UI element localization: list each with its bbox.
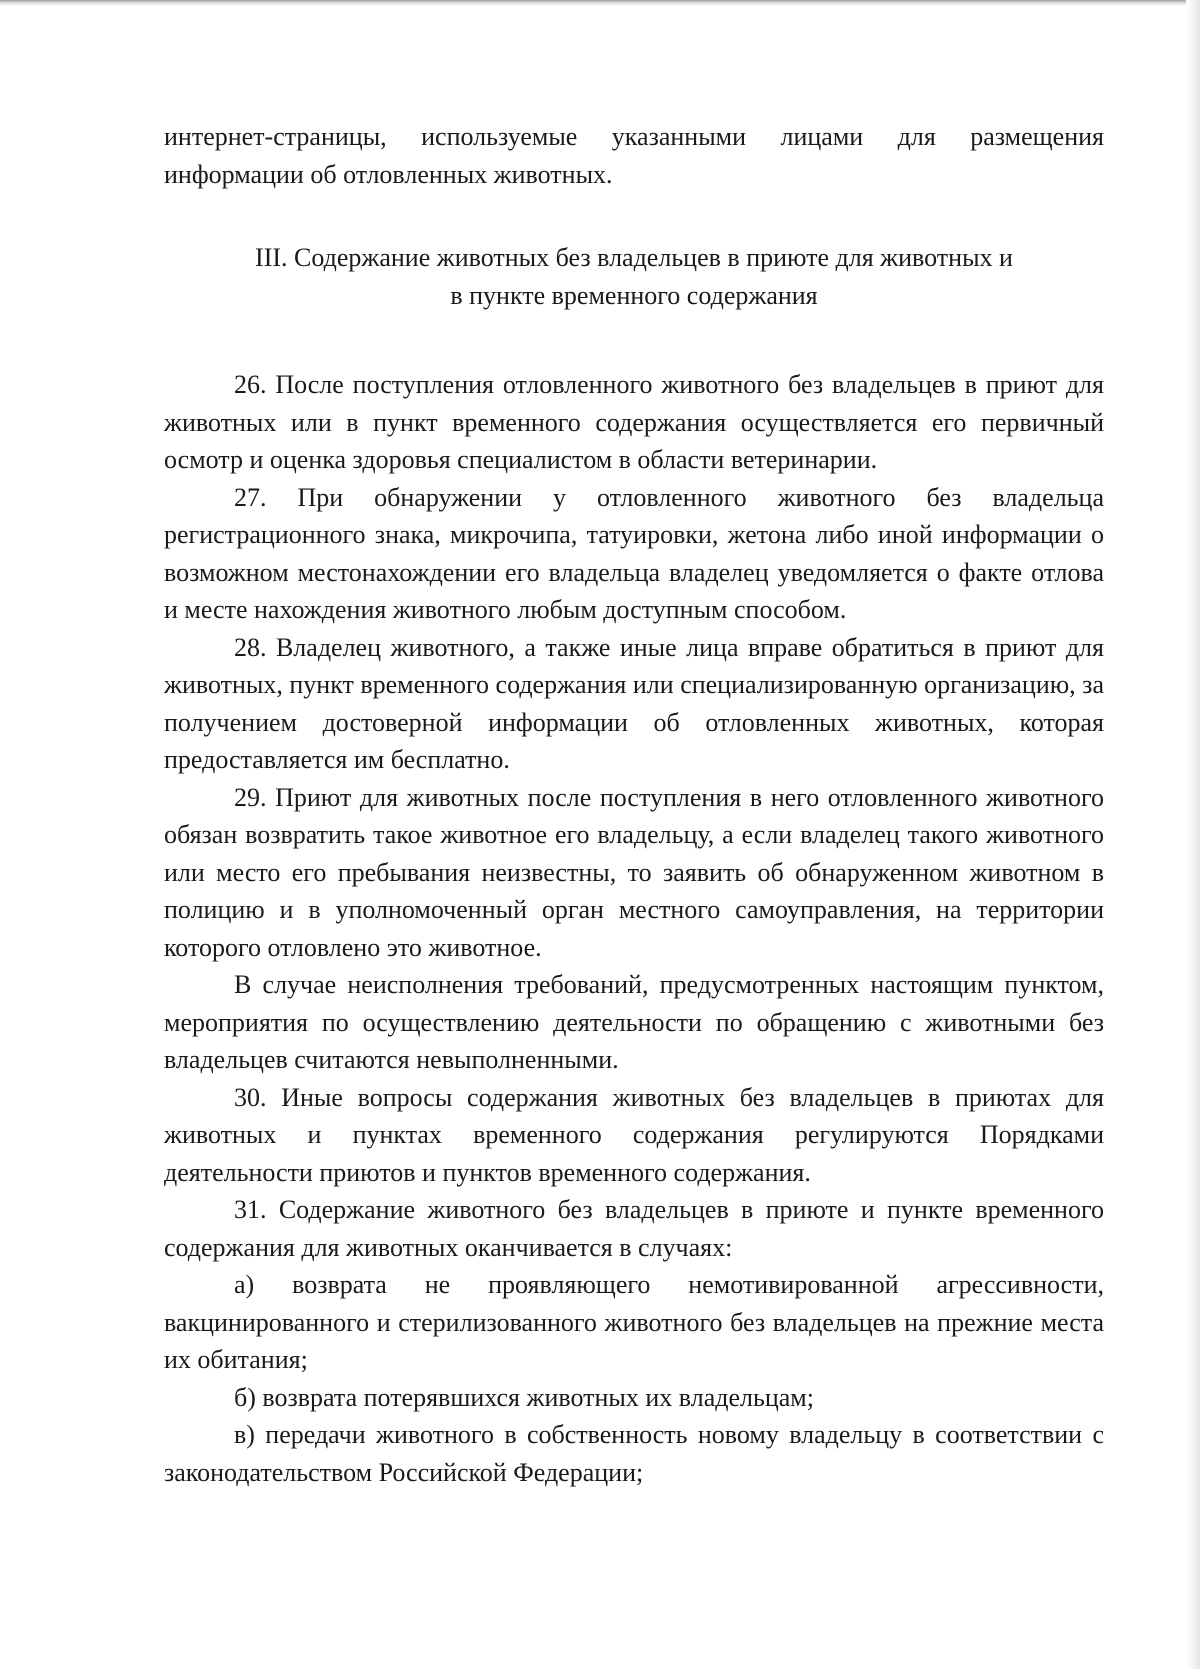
paragraph-31: 31. Содержание животного без владельцев в приюте и пункте временного содержания для животных оканчивается в случаях: [164, 1195, 1104, 1262]
paragraph-27: 27. При обнаружении у отловленного животного без владельца регистрационного знака, микрочипа, татуировки, жетона либо иной информации о возможном местонахождении его владельца владелец уведомляется о факте отлова и месте нахождения животного любым доступным способом. [164, 482, 1104, 624]
spacer [164, 314, 1104, 366]
paragraph-29: 29. Приют для животных после поступления в него отловленного животного обязан возвратить такое животное его владельцу, а если владелец такого животного или место его пребывания неизвестны, то заявить об обнаруженном животном в полицию и в уполномоченный орган местного самоуправления, на территории которого отловлено это животное. [164, 782, 1104, 962]
paragraph-31-v: в) передачи животного в собственность новому владельцу в соответствии с законодательством Российской Федерации; [164, 1420, 1104, 1487]
section-heading [164, 239, 1104, 314]
paragraph-26: 26. После поступления отловленного животного без владельцев в приют для животных или в пункт временного содержания осуществляется его первичный осмотр и оценка здоровья специалистом в области ветеринарии. [164, 370, 1104, 474]
intro-paragraph: интернет-страницы, используемые указанными лицами для размещения информации об отловленных животных. [164, 122, 1104, 189]
paragraph-30: 30. Иные вопросы содержания животных без владельцев в приютах для животных и пунктах временного содержания регулируются Порядками деятельности приютов и пунктов временного содержания. [164, 1082, 1104, 1187]
scan-top-edge [0, 0, 1200, 6]
spacer [164, 193, 1104, 239]
section-heading-line1: III. Содержание животных без владельцев в приюте для животных и [255, 243, 1013, 272]
paragraph-28: 28. Владелец животного, а также иные лица вправе обратиться в приют для животных, пункт временного содержания или специализированную организацию, за получением достоверной информации об отловленных животных, которая предоставляется им бесплатно. [164, 632, 1104, 774]
paragraph-31-a: а) возврата не проявляющего немотивированной агрессивности, вакцинированного и стерилизованного животного без владельцев на прежние места их обитания; [164, 1270, 1104, 1374]
section-heading-line2: в пункте временного содержания [450, 280, 818, 310]
paragraph-29-note: В случае неисполнения требований, предусмотренных настоящим пунктом, мероприятия по осуществлению деятельности по обращению с животными без владельцев считаются невыполненными. [164, 970, 1104, 1074]
scan-right-edge [1186, 0, 1200, 1669]
paragraph-31-b: б) возврата потерявшихся животных их владельцам; [234, 1382, 814, 1412]
document-body [164, 118, 1104, 1491]
